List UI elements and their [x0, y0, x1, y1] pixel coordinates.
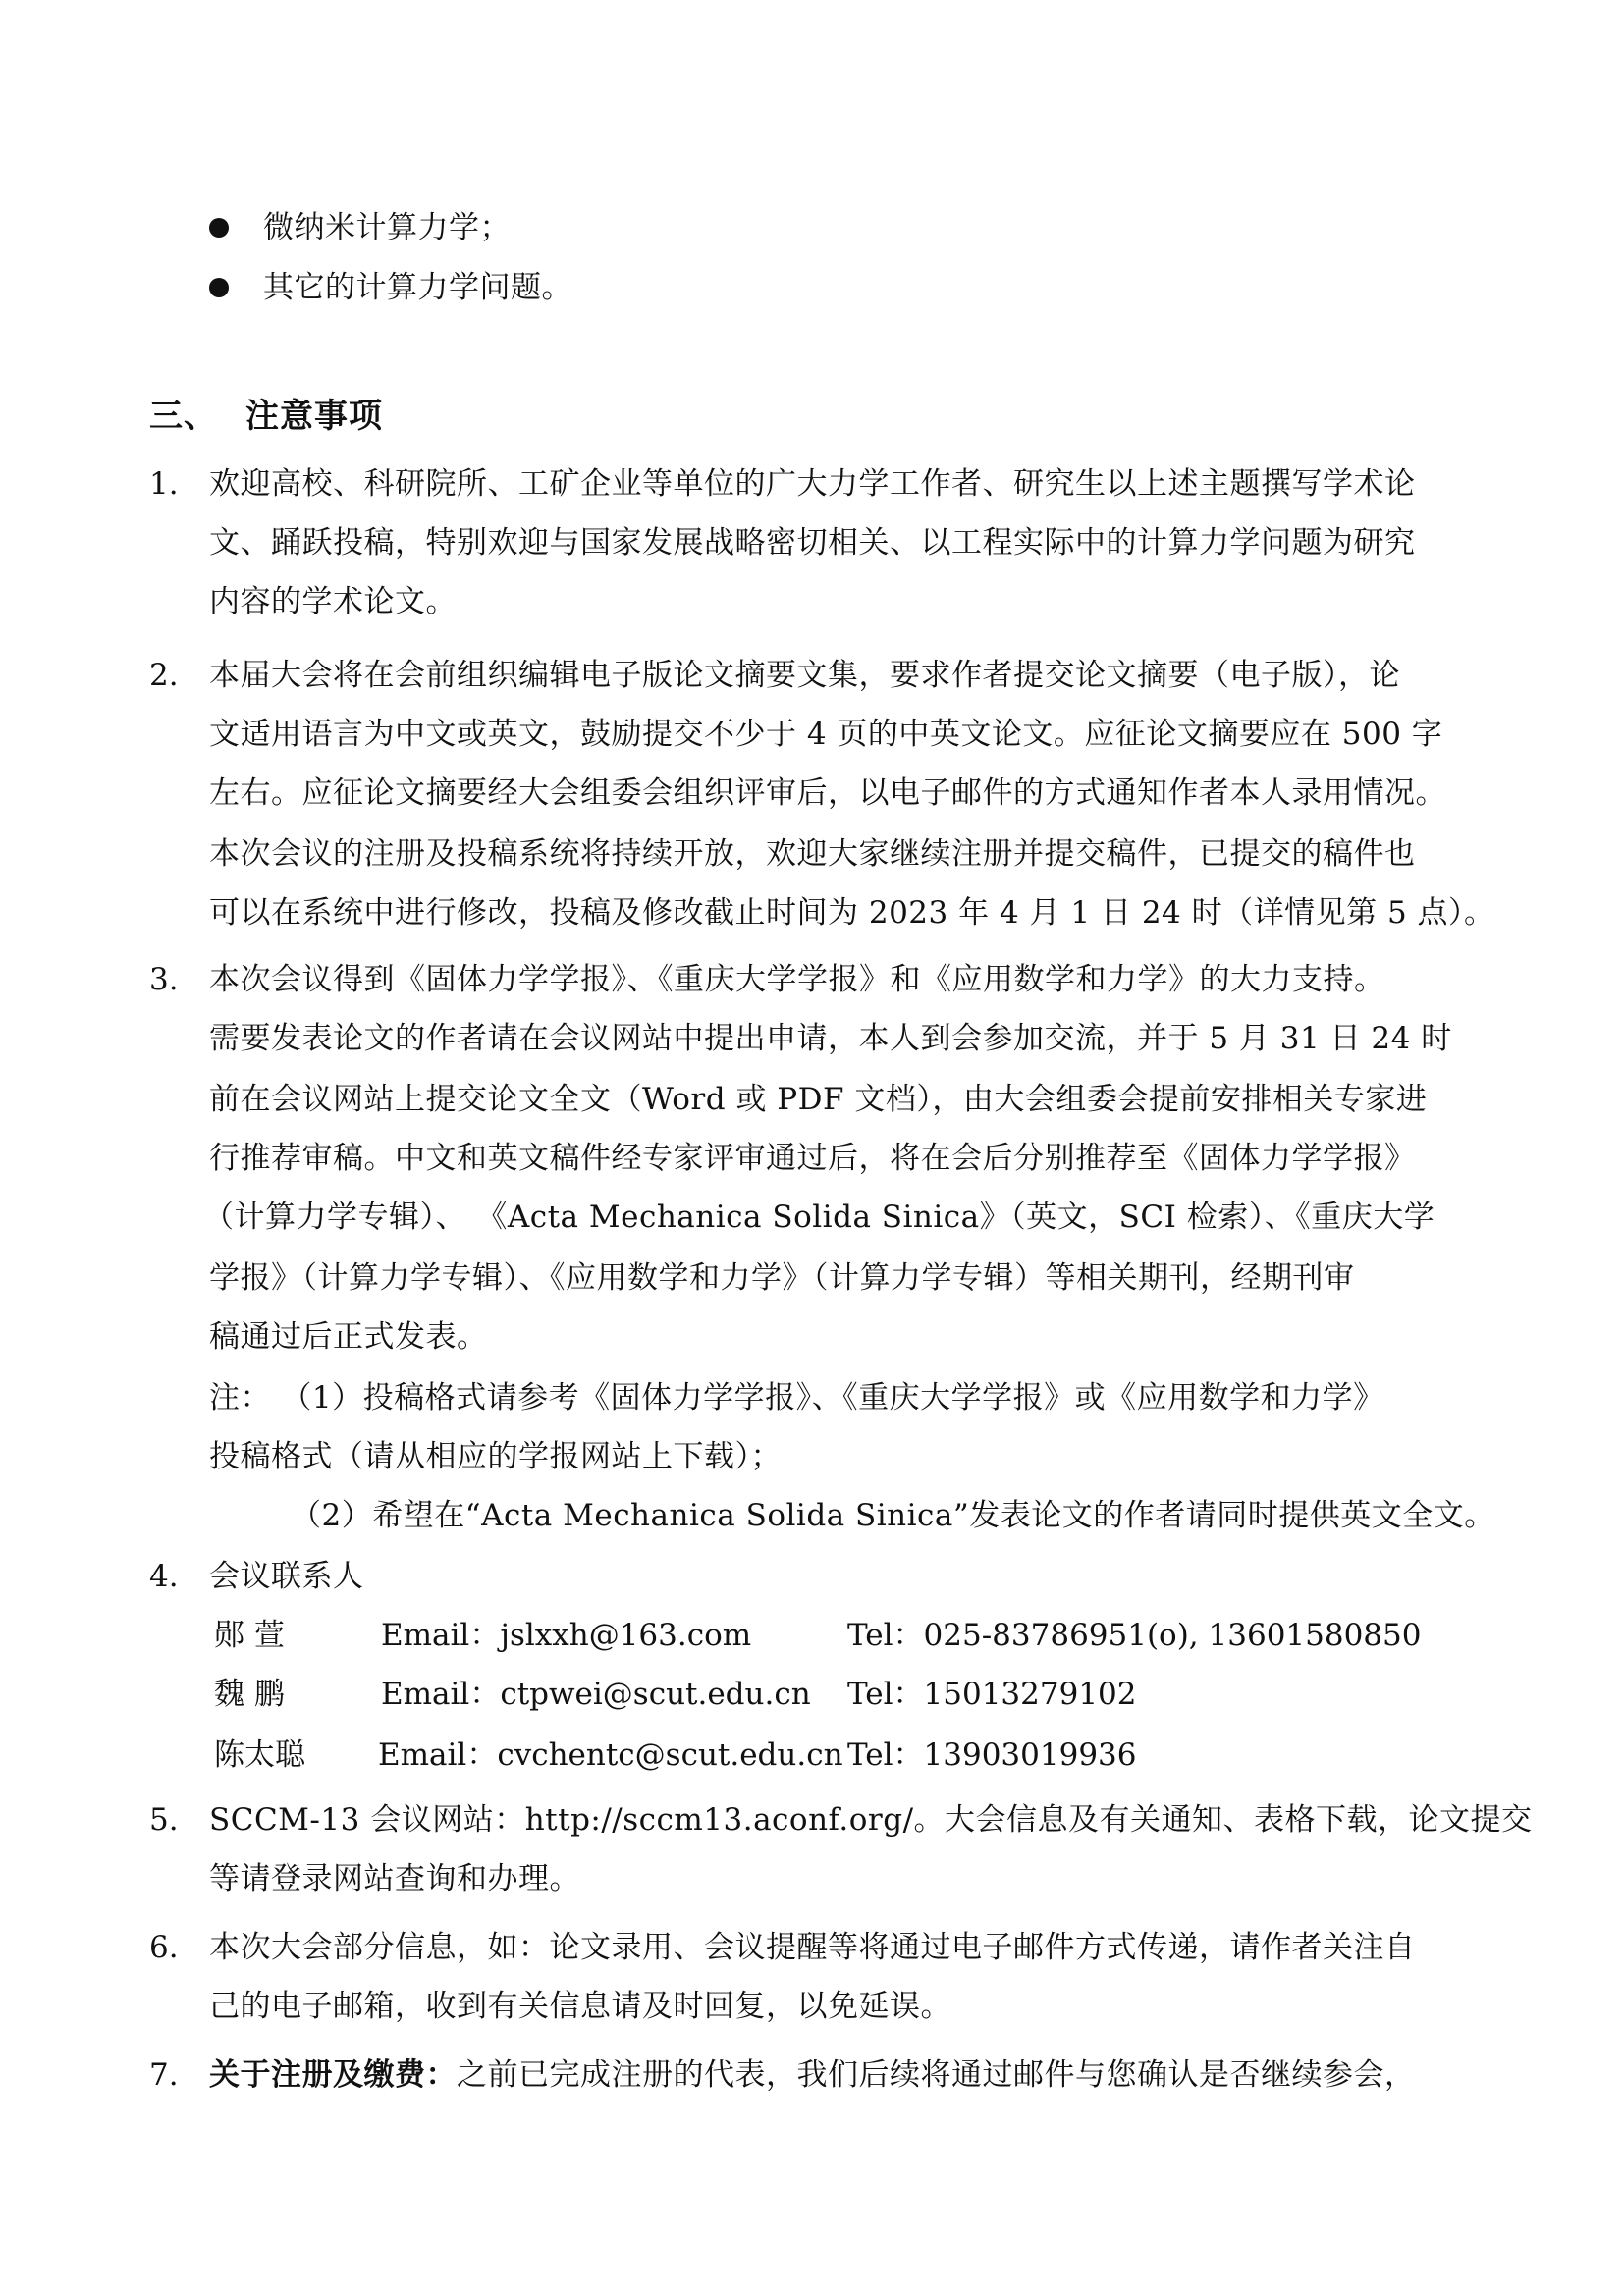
item-text: 之前已完成注册的代表，我们后续将通过邮件与您确认是否继续参会， [457, 2057, 1416, 2093]
item-line: 前在会议网站上提交论文全文（Word 或 PDF 文档），由大会组委会提前安排相关专家进 [209, 1082, 1428, 1117]
contact-tel: Tel：15013279102 [847, 1677, 1137, 1712]
section-title: 注意事项 [245, 397, 383, 436]
item-line: 己的电子邮箱，收到有关信息请及时回复，以免延误。 [209, 1989, 951, 2024]
item-line: 等请登录网站查询和办理。 [209, 1861, 580, 1896]
item-line: SCCM-13 会议网站：http://sccm13.aconf.org/。大会信息及有关通知、表格下载，论文提交 [209, 1802, 1533, 1838]
item-line: 会议联系人 [209, 1559, 364, 1594]
item-line: 本次会议得到《固体力学学报》、《重庆大学学报》和《应用数学和力学》的大力支持。 [209, 962, 1385, 997]
item-line: （计算力学专辑）、 《Acta Mechanica Solida Sinica》（英文，SCI 检索）、《重庆大学 [203, 1200, 1435, 1235]
item-number: 4. [149, 1559, 179, 1594]
contact-name: 魏 鹏 [214, 1677, 285, 1712]
bullet-item: 其它的计算力学问题。 [263, 270, 572, 305]
section-number: 三、 [149, 397, 218, 436]
bullet-dot-icon [209, 218, 229, 238]
item-line: 本届大会将在会前组织编辑电子版论文摘要文集，要求作者提交论文摘要（电子版），论 [209, 658, 1400, 693]
contact-email: Email：cvchentc@scut.edu.cn [378, 1737, 843, 1773]
item-line: 内容的学术论文。 [209, 584, 457, 619]
bullet-dot-icon [209, 278, 229, 297]
item-line: 本次会议的注册及投稿系统将持续开放，欢迎大家继续注册并提交稿件，已提交的稿件也 [209, 836, 1416, 872]
item-line: 文、踊跃投稿，特别欢迎与国家发展战略密切相关、以工程实际中的计算力学问题为研究 [209, 525, 1416, 561]
item-number: 2. [149, 658, 179, 693]
item-line: 左右。应征论文摘要经大会组委会组织评审后，以电子邮件的方式通知作者本人录用情况。 [209, 775, 1446, 811]
item-line-7 [209, 2056, 1416, 2095]
bold-lead: 关于注册及缴费： [209, 2057, 457, 2093]
item-number: 6. [149, 1930, 179, 1965]
contact-email: Email：jslxxh@163.com [381, 1618, 752, 1653]
item-line: 文适用语言为中文或英文，鼓励提交不少于 4 页的中英文论文。应征论文摘要应在 500 字 [209, 717, 1443, 752]
item-number: 7. [149, 2057, 179, 2093]
contact-tel: Tel：025-83786951(o), 13601580850 [847, 1618, 1422, 1653]
contact-email: Email：ctpwei@scut.edu.cn [381, 1677, 811, 1712]
item-number: 3. [149, 962, 179, 997]
note-line: 投稿格式（请从相应的学报网站上下载）； [209, 1439, 782, 1474]
contact-name: 郧 萱 [214, 1618, 285, 1653]
item-line: 稿通过后正式发表。 [209, 1319, 488, 1355]
item-line: 本次大会部分信息，如：论文录用、会议提醒等将通过电子邮件方式传递，请作者关注自 [209, 1930, 1416, 1965]
item-number: 1. [149, 466, 179, 502]
note-line: 注： （1）投稿格式请参考《固体力学学报》、《重庆大学学报》或《应用数学和力学》 [209, 1380, 1384, 1415]
item-line: 欢迎高校、科研院所、工矿企业等单位的广大力学工作者、研究生以上述主题撰写学术论 [209, 466, 1416, 502]
item-line: 行推荐审稿。中文和英文稿件经专家评审通过后，将在会后分别推荐至《固体力学学报》 [209, 1141, 1416, 1176]
contact-name: 陈太聪 [214, 1737, 305, 1773]
item-line: 学报》（计算力学专辑）、《应用数学和力学》（计算力学专辑）等相关期刊，经期刊审 [209, 1260, 1355, 1296]
item-line: 可以在系统中进行修改，投稿及修改截止时间为 2023 年 4 月 1 日 24 时（详情见第 5 点）。 [209, 895, 1495, 931]
note-line: （2）希望在“Acta Mechanica Solida Sinica”发表论文的作者请同时提供英文全文。 [291, 1498, 1495, 1533]
item-number: 5. [149, 1802, 179, 1838]
contact-tel: Tel：13903019936 [847, 1737, 1137, 1773]
item-line: 需要发表论文的作者请在会议网站中提出申请，本人到会参加交流，并于 5 月 31 日 24 时 [209, 1021, 1452, 1056]
bullet-item: 微纳米计算力学； [263, 210, 511, 245]
